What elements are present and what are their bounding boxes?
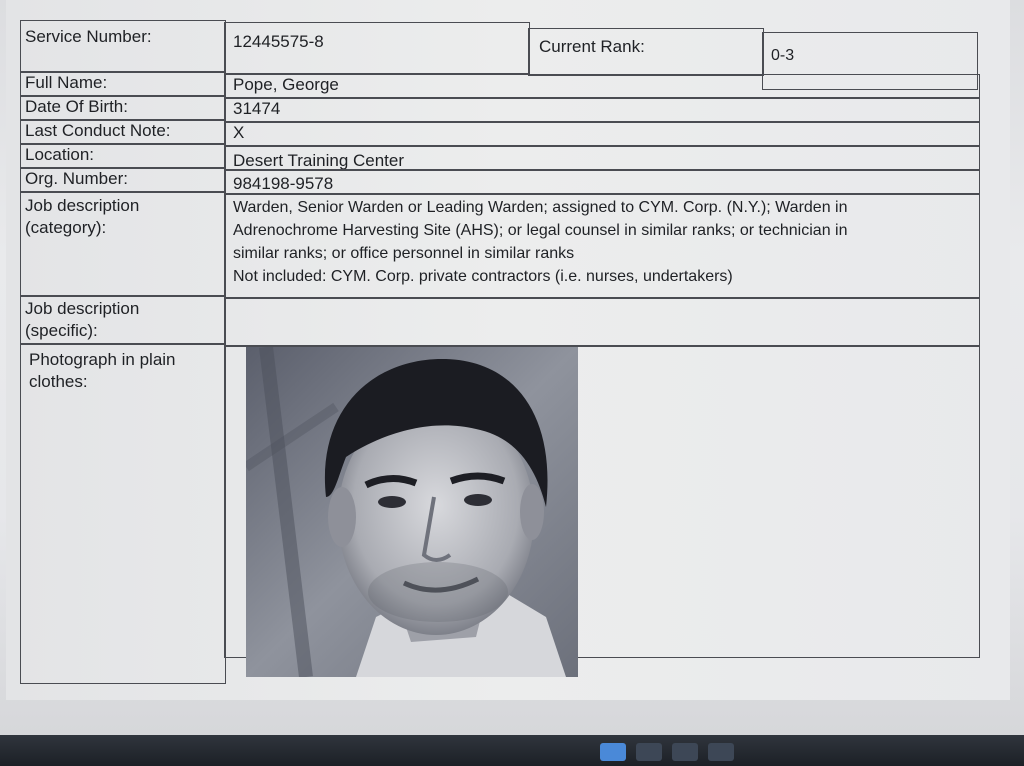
- taskbar-app-icon[interactable]: [672, 743, 698, 761]
- taskbar-app-icon[interactable]: [636, 743, 662, 761]
- taskbar-app-icon[interactable]: [600, 743, 626, 761]
- full-name-label: Full Name:: [20, 72, 226, 96]
- job-category-label: Job description (category):: [20, 192, 226, 296]
- service-number-label: Service Number:: [20, 20, 226, 72]
- taskbar-app-icon[interactable]: [708, 743, 734, 761]
- dob-label: Date Of Birth:: [20, 96, 226, 120]
- conduct-label: Last Conduct Note:: [20, 120, 226, 144]
- current-rank-value: 0-3: [762, 32, 978, 90]
- job-category-value: [224, 194, 980, 298]
- location-label: Location:: [20, 144, 226, 168]
- job-category-line: Adrenochrome Harvesting Site (AHS); or legal counsel in similar ranks; or technician in: [233, 222, 848, 239]
- conduct-value: X: [224, 122, 980, 146]
- taskbar: [0, 735, 1024, 766]
- portrait-photo: [246, 347, 578, 677]
- document-page: [6, 0, 1010, 700]
- org-number-value: 984198-9578: [224, 170, 980, 194]
- job-specific-label: Job description (specific):: [20, 296, 226, 344]
- job-category-line: Not included: CYM. Corp. private contractors (i.e. nurses, undertakers): [233, 268, 733, 285]
- dob-value: 31474: [224, 98, 980, 122]
- portrait-image: [246, 347, 578, 677]
- current-rank-label: Current Rank:: [528, 28, 764, 76]
- org-number-label: Org. Number:: [20, 168, 226, 192]
- job-specific-value: [224, 298, 980, 346]
- full-name-value: Pope, George: [224, 74, 980, 98]
- photo-label: Photograph in plain clothes:: [20, 344, 226, 684]
- service-number-value: 12445575-8: [224, 22, 530, 74]
- job-category-line: Warden, Senior Warden or Leading Warden; assigned to CYM. Corp. (N.Y.); Warden in: [233, 199, 848, 216]
- job-category-line: similar ranks; or office personnel in similar ranks: [233, 245, 575, 262]
- location-value: Desert Training Center: [224, 146, 980, 170]
